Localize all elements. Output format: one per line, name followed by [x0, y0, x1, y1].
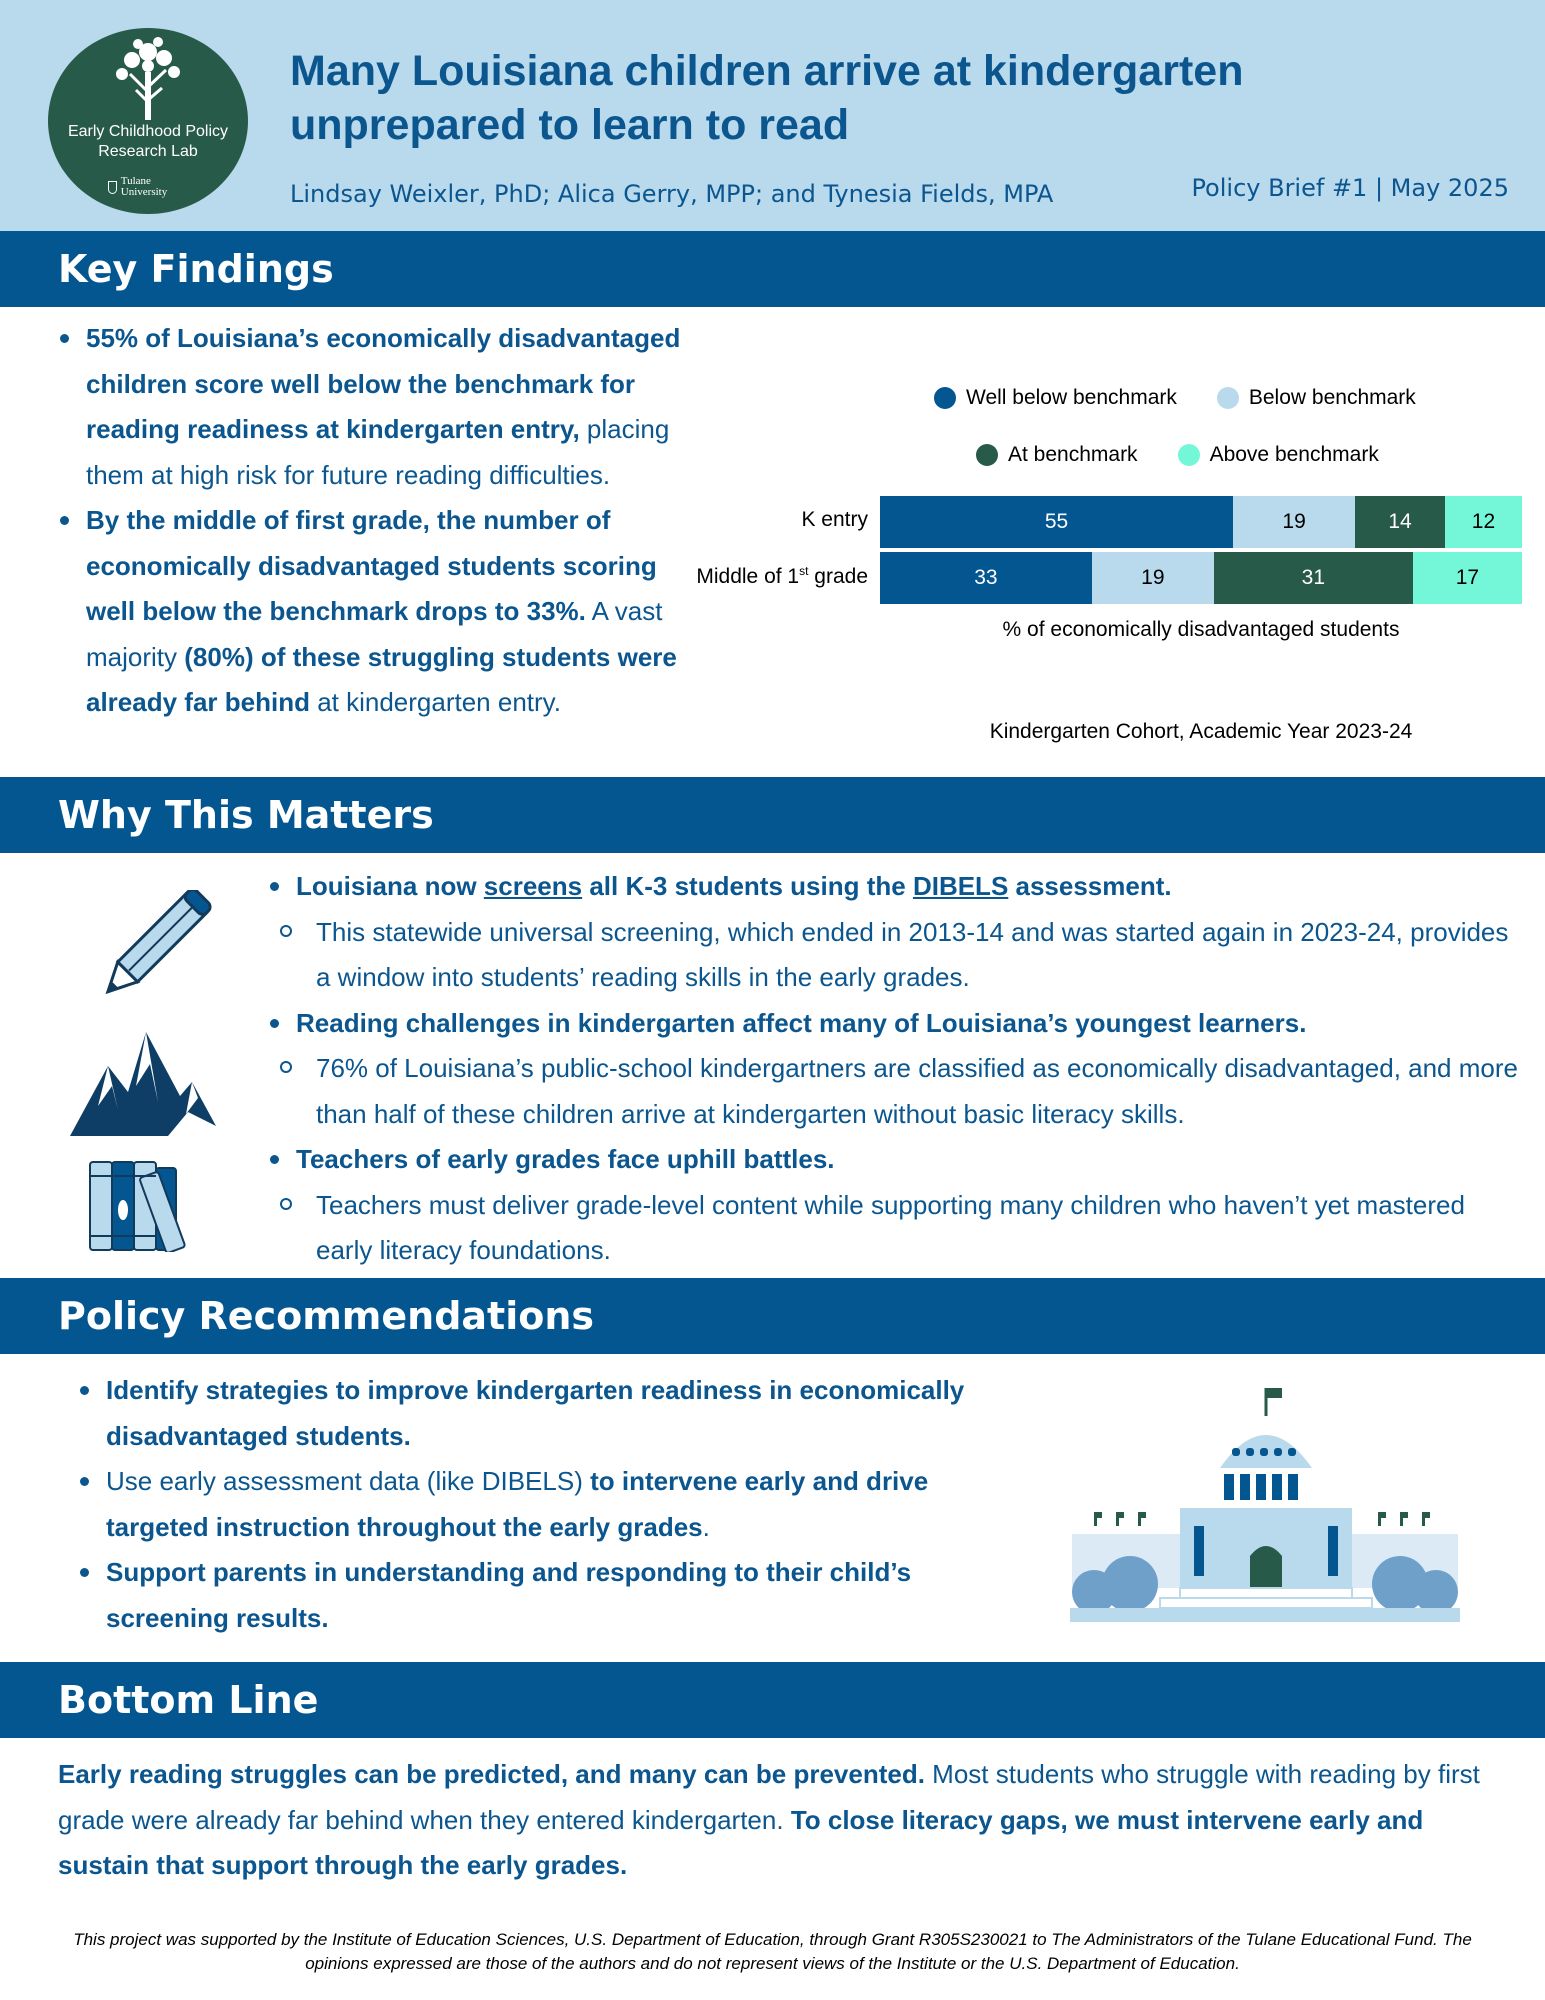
data-label: 14 — [1388, 510, 1412, 533]
tree-icon — [108, 32, 188, 122]
finding-item — [58, 316, 698, 498]
matters-1-c: assessment. — [1008, 871, 1172, 901]
data-label: 31 — [1301, 566, 1326, 589]
page-title: Many Louisiana children arrive at kindergarten unprepared to learn to read — [290, 47, 1244, 149]
policy-item — [78, 1550, 978, 1641]
policy-3: Support parents in understanding and responding to their child’s screening results. — [106, 1557, 912, 1633]
legend-label: At benchmark — [1008, 443, 1138, 466]
matters-subitem: Teachers must deliver grade-level content while supporting many children who haven’t yet mastered early literacy foundations. — [268, 1183, 1518, 1274]
data-label: 33 — [974, 566, 998, 589]
bottom-bold-1: Early reading struggles can be predicted, and many can be prevented. — [58, 1759, 925, 1789]
legend-dot — [934, 387, 956, 409]
funding-footer: This project was supported by the Institute of Education Sciences, U.S. Department of Education, through Grant R305S230021 to The Administrators of the Tulane Educational Fund. The opinions expressed are those of the authors and do not represent views of the Institute or the U.S. Department of Education. — [73, 1930, 1472, 1973]
bar-row-k-entry — [880, 496, 1522, 548]
bottom-line-text — [58, 1752, 1498, 1889]
matters-item — [268, 864, 1518, 1001]
findings-list — [58, 316, 698, 726]
category-label-tail: grade — [808, 565, 868, 588]
benchmark-chart — [660, 370, 1540, 760]
key-findings-heading: Key Findings — [58, 247, 334, 291]
matters-item — [268, 1001, 1518, 1138]
header — [0, 0, 1545, 231]
matters-sublist — [268, 1183, 1518, 1274]
data-label: 12 — [1471, 510, 1496, 533]
lab-name: Early Childhood Policy Research Lab — [67, 123, 229, 160]
screens-link[interactable]: screens — [483, 871, 583, 901]
finding-item — [58, 498, 698, 726]
policy-2-end: . — [702, 1511, 710, 1542]
university-logo — [108, 176, 188, 198]
matters-item — [268, 1137, 1518, 1274]
bar-segment-above-benchmark — [1445, 496, 1522, 548]
policy-heading: Policy Recommendations — [58, 1294, 595, 1338]
matters-subitem: This statewide universal screening, which ended in 2013-14 and was started again in 2023-24, provides a window into students’ reading skills in the early grades. — [268, 910, 1518, 1001]
finding-1-bold: 55% of Louisiana’s economically disadvantaged children score well below the benchmark for reading readiness at kindergarten entry, — [86, 323, 681, 444]
legend-item — [1178, 443, 1379, 467]
university-name: Tulane University — [120, 175, 168, 198]
bar-segment-below-benchmark — [1092, 552, 1214, 604]
bar-segment-below-benchmark — [1233, 496, 1355, 548]
matters-1-a: Louisiana now — [296, 871, 484, 901]
legend-label: Above benchmark — [1209, 443, 1379, 466]
books-icon — [88, 1158, 208, 1252]
lab-logo — [48, 28, 248, 214]
why-matters-heading: Why This Matters — [58, 793, 434, 837]
dibels-link[interactable]: DIBELS — [912, 871, 1009, 901]
bottom-bold-2: To close literacy gaps, we must intervene early and sustain that support through the early grades. — [58, 1804, 1424, 1880]
matters-subitem: 76% of Louisiana’s public-school kindergartners are classified as economically disadvantaged, and more than half of these children arrive at kindergarten without basic literacy skills. — [268, 1046, 1518, 1137]
bar-segment-above-benchmark — [1413, 552, 1522, 604]
category-label-main: Middle of 1 — [696, 565, 800, 588]
data-label: 19 — [1282, 510, 1306, 533]
matters-1-b: all K-3 students using the — [582, 871, 913, 901]
mountain-icon — [68, 1026, 218, 1138]
finding-2-end: at kindergarten entry. — [309, 687, 561, 717]
policy-2-a: Use early assessment data (like DIBELS) — [106, 1466, 591, 1496]
finding-2-bold-2: (80%) of these struggling students were already far behind — [86, 641, 677, 717]
finding-2-mid: A vast majority — [86, 596, 663, 672]
category-label — [660, 564, 868, 589]
bottom-mid: Most students who struggle with reading by first grade were already far behind when they entered kindergarten. — [58, 1759, 1480, 1835]
tulane-shield-icon — [108, 181, 117, 194]
legend-item — [934, 386, 1177, 410]
bottom-line-heading: Bottom Line — [58, 1678, 319, 1722]
legend-row-2 — [976, 443, 1379, 467]
bar-segment-at-benchmark — [1214, 552, 1413, 604]
matters-sublist — [268, 1046, 1518, 1137]
legend-label: Well below benchmark — [966, 386, 1177, 409]
category-label-sup: st — [799, 564, 809, 578]
policy-list — [78, 1368, 978, 1641]
finding-1-text: placing them at high risk for future reading difficulties. — [86, 414, 670, 490]
policy-item — [78, 1368, 978, 1459]
capitol-building-icon — [1070, 1386, 1460, 1626]
policy-item — [78, 1459, 978, 1550]
bar-row-first-grade — [880, 552, 1522, 604]
brief-label: Policy Brief #1 | May 2025 — [1191, 174, 1509, 202]
authors: Lindsay Weixler, PhD; Alica Gerry, MPP; and Tynesia Fields, MPA — [290, 180, 1054, 208]
category-label: K entry — [801, 508, 868, 531]
legend-item — [1217, 386, 1416, 410]
matters-list — [268, 864, 1518, 1274]
legend-label: Below benchmark — [1248, 386, 1416, 409]
bottom-line-band — [0, 1662, 1545, 1738]
key-findings-band — [0, 231, 1545, 307]
legend-dot — [1217, 387, 1239, 409]
policy-band — [0, 1278, 1545, 1354]
bar-segment-at-benchmark — [1355, 496, 1445, 548]
data-label: 17 — [1455, 566, 1480, 589]
bar-segment-well-below-benchmark — [880, 496, 1233, 548]
bar-segment-well-below-benchmark — [880, 552, 1092, 604]
policy-1: Identify strategies to improve kindergarten readiness in economically disadvantaged students. — [106, 1375, 965, 1451]
policy-2-bold: to intervene early and drive targeted instruction throughout the early grades — [106, 1466, 929, 1542]
legend-item — [976, 443, 1138, 467]
chart-note: Kindergarten Cohort, Academic Year 2023-24 — [989, 720, 1413, 743]
legend-dot — [1178, 444, 1200, 466]
x-axis-label: % of economically disadvantaged students — [1002, 618, 1400, 641]
data-label: 19 — [1141, 566, 1165, 589]
matters-2: Reading challenges in kindergarten affect many of Louisiana’s youngest learners. — [296, 1007, 1307, 1038]
legend-dot — [976, 444, 998, 466]
matters-sublist — [268, 910, 1518, 1001]
finding-2-bold: By the middle of first grade, the number of economically disadvantaged students scoring well below the benchmark drops to 33%. — [86, 505, 657, 626]
legend-row-1 — [934, 386, 1416, 410]
data-label: 55 — [1044, 510, 1069, 533]
why-matters-band — [0, 777, 1545, 853]
matters-3: Teachers of early grades face uphill battles. — [296, 1144, 835, 1174]
pencil-icon — [86, 890, 216, 1010]
